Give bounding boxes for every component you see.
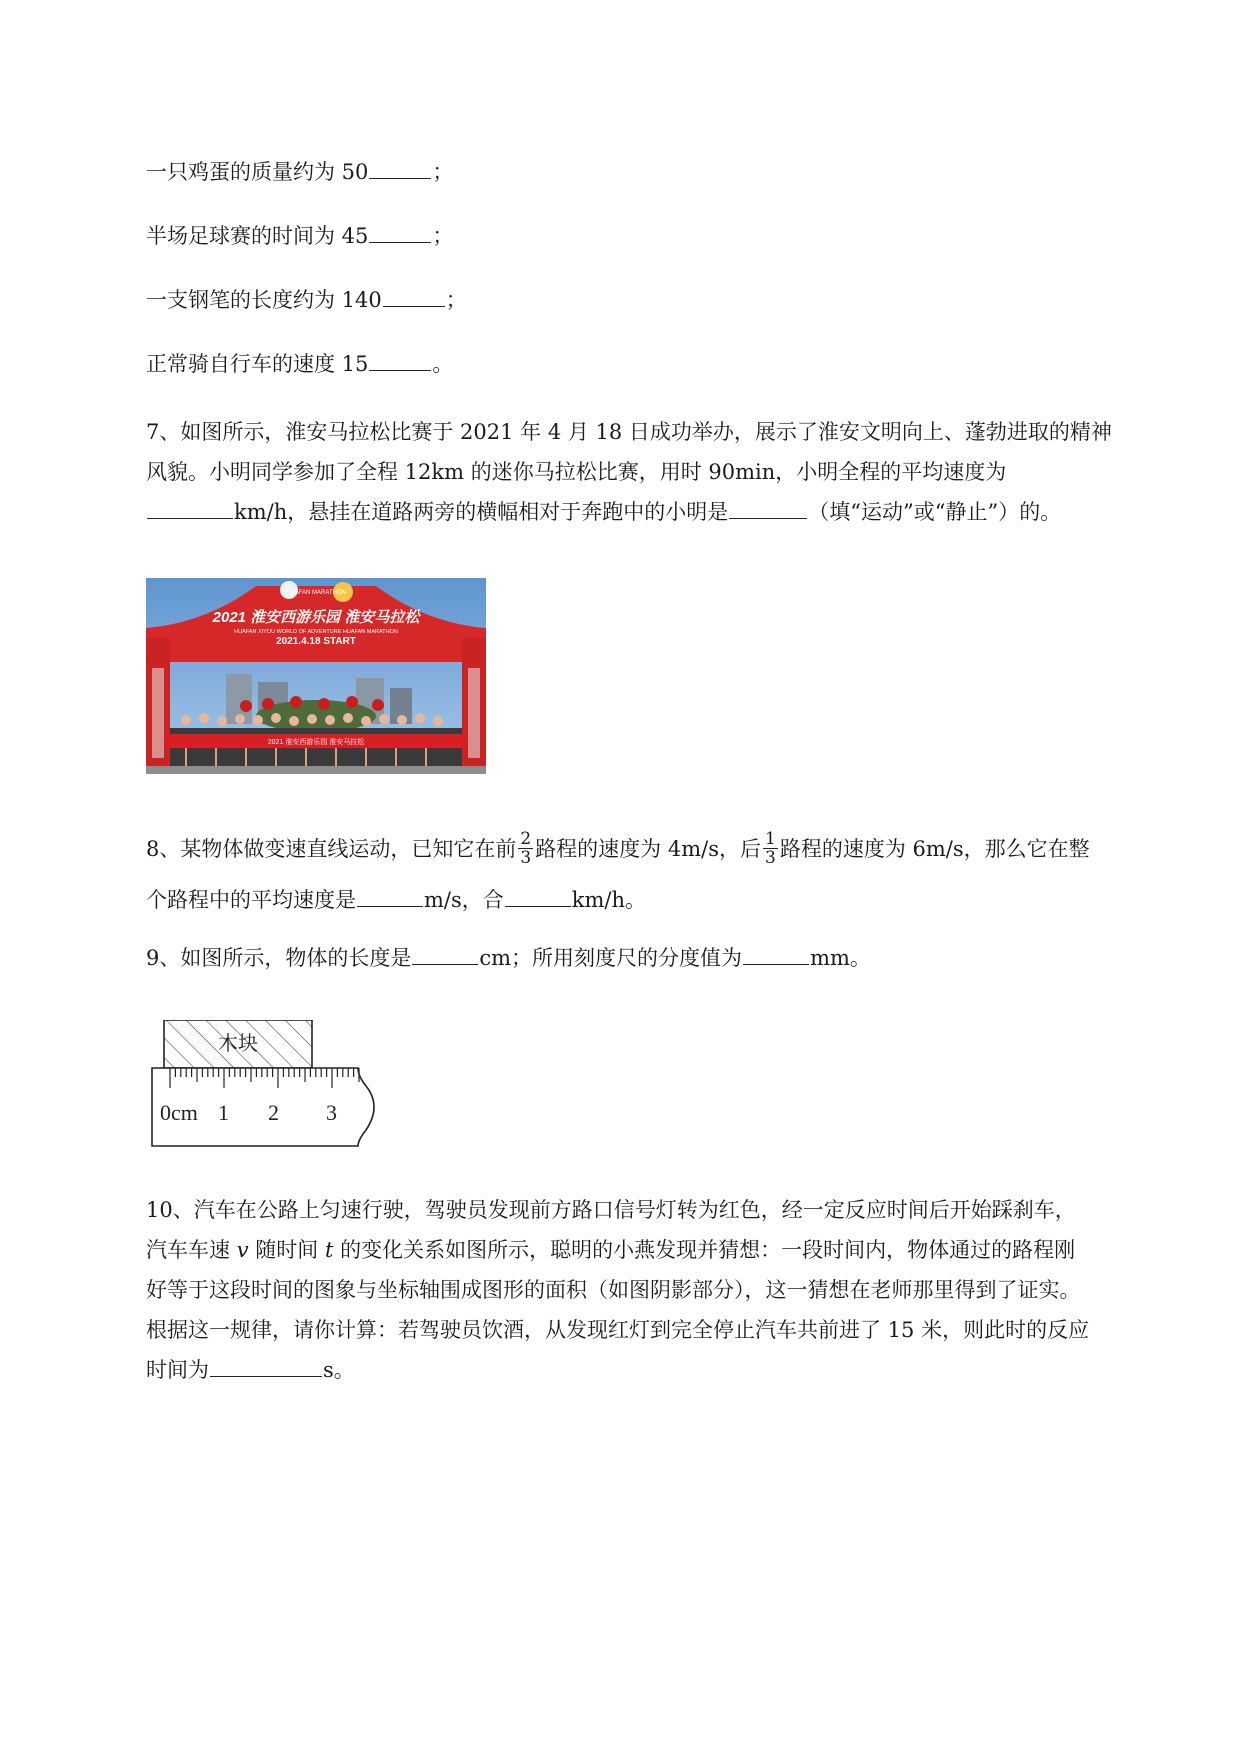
tick-label-1: 1 <box>218 1100 229 1125</box>
photo-banner-date: 2021.4.18 START <box>276 636 356 647</box>
photo-logo-text: HUAFAN MARATHON <box>286 590 346 596</box>
photo-ribbon-text: 2021 淮安西游乐园 淮安马拉松 <box>267 739 365 746</box>
answer-blank <box>147 500 233 519</box>
item-bike: 正常骑自行车的速度 15 。 <box>146 352 454 376</box>
q8-line1: 8、某物体做变速直线运动，已知它在前 $\frac{2}{3}$ 路程的速度为 4m/s，后 $\frac{1}{3}$ 路程的速度为 6m/s，那么它在整 <box>146 829 1090 868</box>
q7-line2: 风貌。小明同学参加了全程 12km 的迷你马拉松比赛，用时 90min，小明全程的平均速度为 <box>146 460 1007 484</box>
answer-blank <box>383 288 445 307</box>
answer-blank <box>743 946 809 965</box>
fraction-two-thirds: $\frac{2}{3}$ <box>520 829 532 868</box>
item-pen: 一支钢笔的长度约为 140 ； <box>146 288 467 312</box>
fraction-one-third: $\frac{1}{3}$ <box>765 829 776 868</box>
q10-line2: 汽车车速 v 随时间 t 的变化关系如图所示，聪明的小燕发现并猜想：一段时间内，物体通过的路程刚 <box>146 1238 1076 1262</box>
photo-banner-subtitle: HUAFAN XIYOU WORLD OF ADVENTURE HUAFAN MARATHON <box>234 629 398 635</box>
photo-banner-title: 2021 淮安西游乐园 淮安马拉松 <box>212 609 420 626</box>
item-egg: 一只鸡蛋的质量约为 50 ； <box>146 160 454 184</box>
answer-blank <box>369 160 431 179</box>
tick-label-2: 2 <box>268 1100 279 1125</box>
answer-blank <box>369 352 431 371</box>
answer-blank <box>369 224 431 243</box>
marathon-photo <box>146 578 486 774</box>
tick-label-0cm: 0cm <box>160 1100 198 1125</box>
ruler-figure <box>146 1020 396 1170</box>
q8-line2: 个路程中的平均速度是 m/s，合 km/h。 <box>146 888 647 912</box>
q7-line1: 7、如图所示，淮安马拉松比赛于 2021 年 4 月 18 日成功举办，展示了淮安文明向上、蓬勃进取的精神 <box>146 420 1112 444</box>
q10-line5: 时间为 s。 <box>146 1358 355 1382</box>
answer-blank <box>210 1358 322 1377</box>
answer-blank <box>505 888 571 907</box>
q10-line3: 好等于这段时间的图象与坐标轴围成图形的面积（如图阴影部分），这一猜想在老师那里得到了证实。 <box>146 1278 1081 1302</box>
q9-line: 9、如图所示，物体的长度是 cm；所用刻度尺的分度值为 mm。 <box>146 946 871 970</box>
answer-blank <box>412 946 478 965</box>
tick-label-3: 3 <box>326 1100 337 1125</box>
answer-blank <box>729 500 807 519</box>
answer-blank <box>357 888 423 907</box>
item-football: 半场足球赛的时间为 45 ； <box>146 224 454 248</box>
q10-line1: 10、汽车在公路上匀速行驶，驾驶员发现前方路口信号灯转为红色，经一定反应时间后开始踩刹车， <box>146 1198 1076 1222</box>
q10-line4: 根据这一规律，请你计算：若驾驶员饮酒，从发现红灯到完全停止汽车共前进了 15 米，则此时的反应 <box>146 1318 1090 1342</box>
wood-block-label: 木块 <box>218 1033 258 1055</box>
q7-line3: km/h，悬挂在道路两旁的横幅相对于奔跑中的小明是 （填“运动”或“静止”）的。 <box>146 498 1061 526</box>
